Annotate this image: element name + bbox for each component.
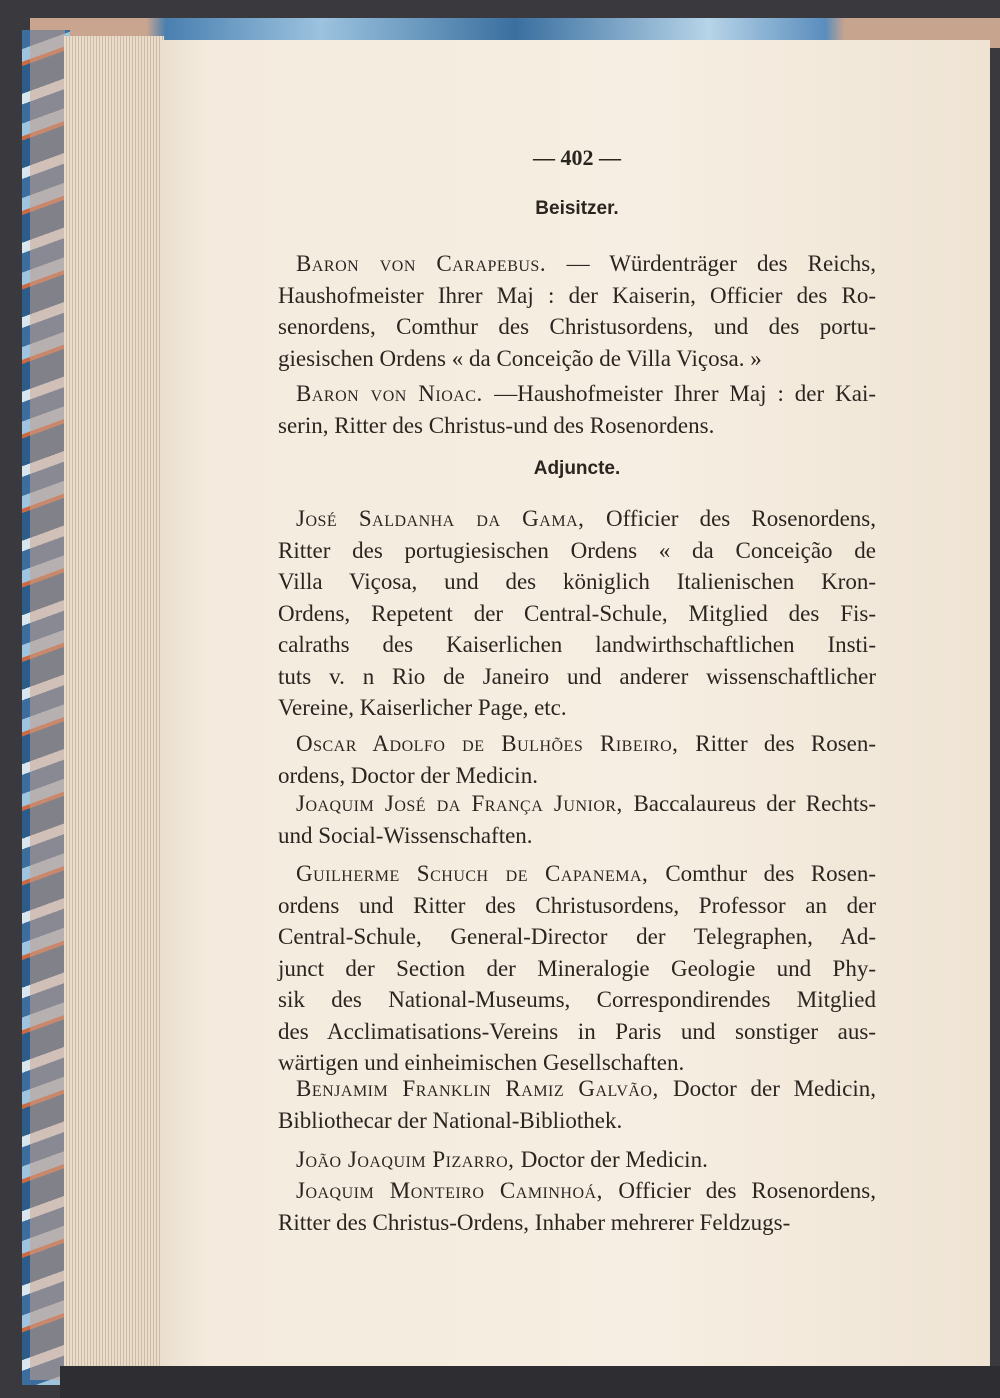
text-line (278, 986, 876, 1014)
line-text: wärtigen und einheimischen Gesellschaften. (278, 1050, 685, 1075)
line-text: —Haushofmeister Ihrer Maj : der Kai- (494, 381, 876, 406)
text-line (278, 568, 876, 596)
line-text: giesischen Ordens « da Conceição de Villa Viçosa. » (278, 345, 762, 371)
person-name: Baron von Carapebus. (296, 251, 567, 276)
text-line (278, 537, 876, 565)
line-text: Baccalaureus der Rechts- (633, 791, 876, 816)
line-text: ordens und Ritter des Christusordens, Professor an der (278, 892, 876, 918)
person-name: Joaquim José da França Junior, (296, 791, 634, 816)
line-text: Ritter des Christus-Ordens, Inhaber mehrerer Feldzugs- (278, 1209, 791, 1235)
text-line (296, 1075, 876, 1103)
page-number: — 402 — (533, 145, 621, 170)
person-name: Baron von Nioac. (296, 381, 495, 406)
text-line (296, 250, 876, 278)
person-name: Benjamim Franklin Ramiz Galvão, (296, 1076, 673, 1101)
person-name: Oscar Adolfo de Bulhões Ribeiro, (296, 731, 696, 756)
line-text: ordens, Doctor der Medicin. (278, 762, 538, 788)
text-line (278, 1209, 876, 1237)
line-text: sik des National-Museums, Correspondirendes Mitglied (278, 987, 876, 1012)
line-text: Ordens, Repetent der Central-Schule, Mitglied des Fis- (278, 600, 876, 626)
line-text: junct der Section der Mineralogie Geologie und Phy- (278, 955, 876, 981)
text-line (296, 505, 876, 533)
text-line (278, 631, 876, 659)
text-line (278, 923, 876, 951)
line-text: des Acclimatisations-Vereins in Paris und sonstiger aus- (278, 1018, 876, 1044)
text-line (278, 600, 876, 628)
person-name: José Saldanha da Gama, (296, 506, 607, 531)
person-name: Guilherme Schuch de Capanema, (296, 861, 666, 886)
line-text: tuts v. n Rio de Janeiro und anderer wissenschaftlicher (278, 663, 876, 689)
text-line (278, 762, 876, 790)
line-text: Ritter des portugiesischen Ordens « da Conceição de (278, 537, 876, 563)
line-text: Bibliothecar der National-Bibliothek. (278, 1107, 623, 1133)
page-edges (64, 36, 164, 1371)
text-line (278, 412, 876, 440)
line-text: Officier des Rosenordens, (606, 506, 876, 531)
text-line (296, 790, 876, 818)
text-line (296, 1177, 876, 1205)
line-text: Haushofmeister Ihrer Maj : der Kaiserin, Officier des Ro- (278, 282, 876, 308)
text-line (296, 380, 876, 408)
line-text: Officier des Rosenordens, (618, 1178, 876, 1203)
line-text: Doctor der Medicin, (672, 1076, 876, 1101)
line-text: serin, Ritter des Christus-und des Rosenordens. (278, 412, 715, 438)
line-text: — Würdenträger des Reichs, (566, 251, 876, 276)
text-line (278, 822, 876, 850)
text-line (278, 282, 876, 310)
text-line (278, 892, 876, 920)
line-text: senordens, Comthur des Christusordens, und des portu- (278, 314, 876, 339)
line-text: Ritter des Rosen- (695, 731, 877, 756)
line-text: Vereine, Kaiserlicher Page, etc. (278, 695, 567, 720)
text-line (278, 663, 876, 691)
cover-binding (30, 30, 65, 1380)
text-line (296, 730, 876, 758)
line-text: Villa Viçosa, und des königlich Italienischen Kron- (278, 569, 876, 594)
section-heading: Adjuncte. (533, 458, 621, 479)
line-text: Central-Schule, General-Director der Telegraphen, Ad- (278, 924, 876, 949)
text-line (278, 1049, 876, 1077)
text-line (278, 1018, 876, 1046)
background (60, 1366, 1000, 1398)
text-line (296, 1146, 876, 1174)
text-line (296, 860, 876, 888)
line-text: calraths des Kaiserlichen landwirthschaftlichen Insti- (278, 632, 876, 657)
text-line (278, 694, 876, 722)
text-line (278, 345, 876, 373)
line-text: Comthur des Rosen- (665, 861, 876, 886)
text-line (278, 955, 876, 983)
text-line (278, 1107, 876, 1135)
line-text: und Social-Wissenschaften. (278, 822, 533, 848)
person-name: Joaquim Monteiro Caminhoá, (296, 1178, 619, 1203)
text-line (278, 313, 876, 341)
section-heading: Beisitzer. (535, 198, 619, 219)
person-name: João Joaquim Pizarro, (296, 1147, 521, 1172)
line-text: Doctor der Medicin. (520, 1147, 708, 1172)
